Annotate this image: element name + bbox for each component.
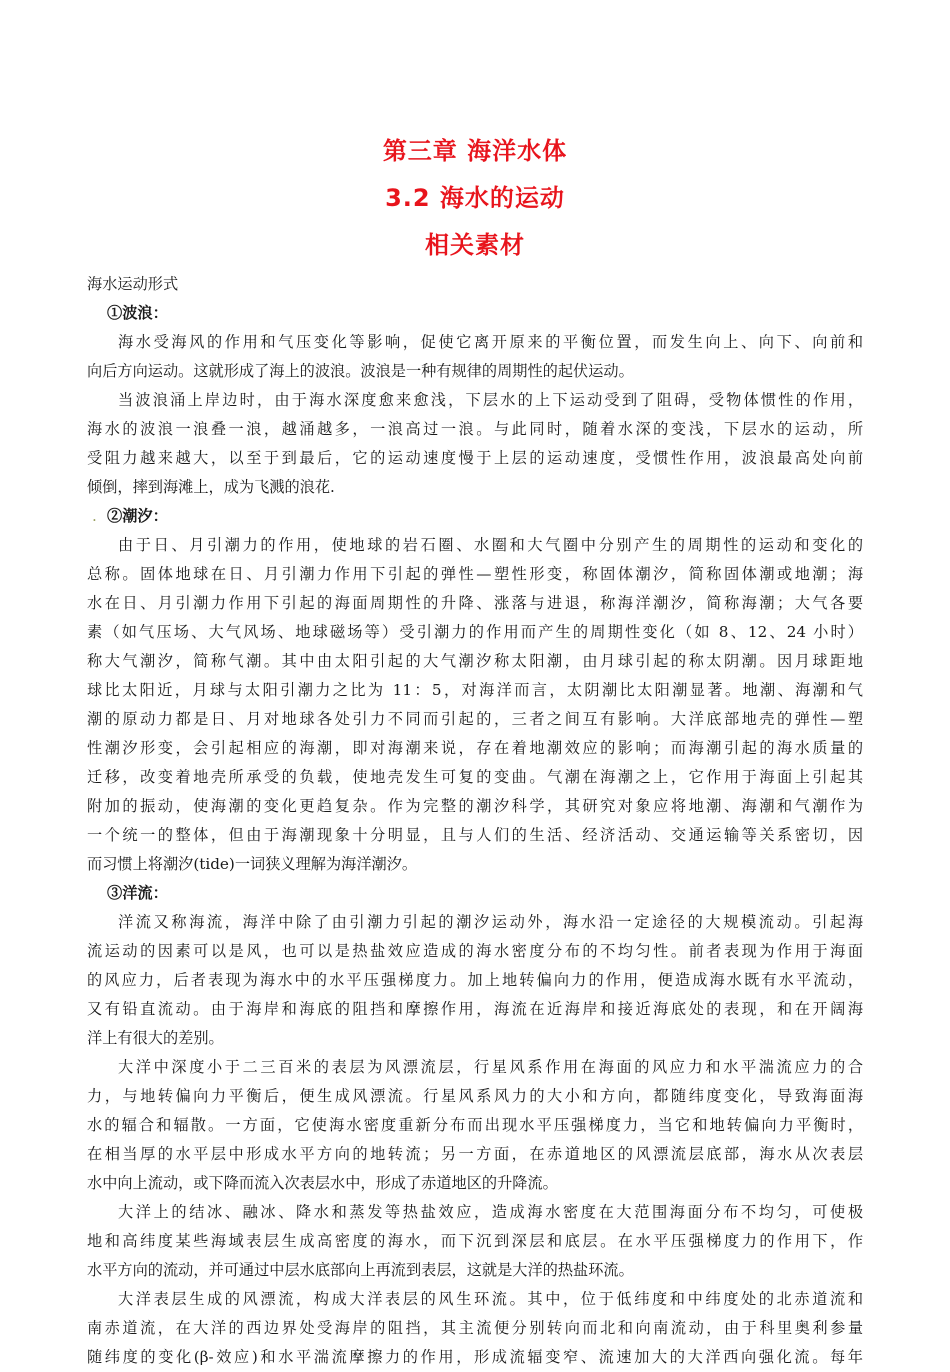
title-block (0, 128, 950, 269)
paragraph-line: 水中向上流动，或下降而流入次表层水中，形成了赤道地区的升降流。 (87, 1174, 558, 1192)
section-heading (87, 299, 863, 328)
paragraph-line: 受阻力越来越大，以至于到最后，它的运动速度慢于上层的运动速度，受惯性作用，波浪最高处向前 (87, 449, 863, 467)
section-title: 3.2 海水的运动 (385, 184, 565, 212)
paragraph-line: 水平方向的流动，并可通过中层水底部向上再流到表层，这就是大洋的热盐环流。 (87, 1261, 634, 1279)
paragraph-line: 海水受海风的作用和气压变化等影响，促使它离开原来的平衡位置，而发生向上、向下、向前和 (118, 333, 863, 351)
section-heading-text: ①波浪： (107, 304, 168, 322)
document-body (87, 270, 863, 1372)
paragraph-line: 性潮汐形变，会引起相应的海潮，即对海潮来说，存在着地潮效应的影响；而海潮引起的海水质量的 (87, 739, 863, 757)
intro-heading: 海水运动形式 (87, 275, 179, 293)
paragraph-line: 在相当厚的水平层中形成水平方向的地转流；另一方面，在赤道地区的风漂流层底部，海水从次表层 (87, 1145, 863, 1163)
paragraph-line: 一个统一的整体，但由于海潮现象十分明显，且与人们的生活、经济活动、交通运输等关系密切，因 (87, 826, 863, 844)
paragraph-line: 当波浪涌上岸边时，由于海水深度愈来愈浅，下层水的上下运动受到了阻碍，受物体惯性的作用， (118, 391, 863, 409)
section-heading (87, 879, 863, 908)
section-heading-text: ②潮汐： (107, 507, 168, 525)
paragraph-line: 大洋表层生成的风漂流，构成大洋表层的风生环流。其中，位于低纬度和中纬度处的北赤道流和 (118, 1290, 863, 1308)
paragraph-line: 称大气潮汐，简称气潮。其中由太阳引起的大气潮汐称太阳潮，由月球引起的称太阴潮。因月球距地 (87, 652, 863, 670)
paragraph-line: 总称。固体地球在日、月引潮力作用下引起的弹性—塑性形变，称固体潮汐，简称固体潮或地潮；海 (87, 565, 863, 583)
paragraph-line: 迁移，改变着地壳所承受的负载，使地壳发生可复的变曲。气潮在海潮之上，它作用于海面上引起其 (87, 768, 863, 786)
paragraph-line: 又有铅直流动。由于海岸和海底的阻挡和摩擦作用，海流在近海岸和接近海底处的表现，和在开阔海 (87, 1000, 863, 1018)
paragraph-line: 地和高纬度某些海域表层生成高密度的海水，而下沉到深层和底层。在水平压强梯度力的作用下，作 (87, 1232, 863, 1250)
section-heading (87, 502, 863, 531)
paragraph-line: 流运动的因素可以是风，也可以是热盐效应造成的海水密度分布的不均匀性。前者表现为作用于海面 (87, 942, 863, 960)
chapter-title: 第三章 海洋水体 (382, 137, 568, 165)
paragraph-line: 向后方向运动。这就形成了海上的波浪。波浪是一种有规律的周期性的起伏运动。 (87, 362, 634, 380)
bullet-marker: . (92, 507, 97, 525)
paragraph-line: 洋上有很大的差别。 (87, 1029, 224, 1047)
paragraph-line: 大洋中深度小于二三百米的表层为风漂流层，行星风系作用在海面的风应力和水平湍流应力的合 (118, 1058, 863, 1076)
paragraph-line: 海水的波浪一浪叠一浪，越涌越多，一浪高过一浪。与此同时，随着水深的变浅，下层水的运动，所 (87, 420, 863, 438)
subtitle: 相关素材 (425, 231, 525, 259)
paragraph-line: 洋流又称海流，海洋中除了由引潮力引起的潮汐运动外，海水沿一定途径的大规模流动。引起海 (118, 913, 863, 931)
paragraph-line: 大洋上的结冰、融冰、降水和蒸发等热盐效应，造成海水密度在大范围海面分布不均匀，可使极 (118, 1203, 863, 1221)
paragraph-line: 倾倒，摔到海滩上，成为飞溅的浪花. (87, 478, 335, 496)
paragraph-line: 力，与地转偏向力平衡后，便生成风漂流。行星风系风力的大小和方向，都随纬度变化，导致海面海 (87, 1087, 863, 1105)
paragraph-line: 潮的原动力都是日、月对地球各处引力不同而引起的，三者之间互有影响。大洋底部地壳的弹性—塑 (87, 710, 863, 728)
paragraph-line: 素（如气压场、大气风场、地球磁场等）受引潮力的作用而产生的周期性变化（如 8、12、24 小时） (87, 623, 863, 641)
paragraph-line: 随纬度的变化(β-效应)和水平湍流摩擦力的作用，形成流辐变窄、流速加大的大洋西向强化流。每年 (87, 1348, 863, 1366)
paragraph-line: 南赤道流，在大洋的西边界处受海岸的阻挡，其主流便分别转向而北和向南流动，由于科里奥利参量 (87, 1319, 863, 1337)
paragraph-line: 而习惯上将潮汐(tide)一词狭义理解为海洋潮汐。 (87, 855, 418, 873)
paragraph-line: 水的辐合和辐散。一方面，它使海水密度重新分布而出现水平压强梯度力，当它和地转偏向力平衡时， (87, 1116, 863, 1134)
paragraph-line: 球比太阳近，月球与太阳引潮力之比为 11：5，对海洋而言，太阴潮比太阳潮显著。地潮、海潮和气 (87, 681, 863, 699)
paragraph-line: 的风应力，后者表现为海水中的水平压强梯度力。加上地转偏向力的作用，便造成海水既有水平流动， (87, 971, 863, 989)
paragraph-line: 附加的振动，使海潮的变化更趋复杂。作为完整的潮汐科学，其研究对象应将地潮、海潮和气潮作为 (87, 797, 863, 815)
section-heading-text: ③洋流： (107, 884, 168, 902)
paragraph-line: 由于日、月引潮力的作用，使地球的岩石圈、水圈和大气圈中分别产生的周期性的运动和变化的 (118, 536, 863, 554)
paragraph-line: 水在日、月引潮力作用下引起的海面周期性的升降、涨落与进退，称海洋潮汐，简称海潮；大气各要 (87, 594, 863, 612)
